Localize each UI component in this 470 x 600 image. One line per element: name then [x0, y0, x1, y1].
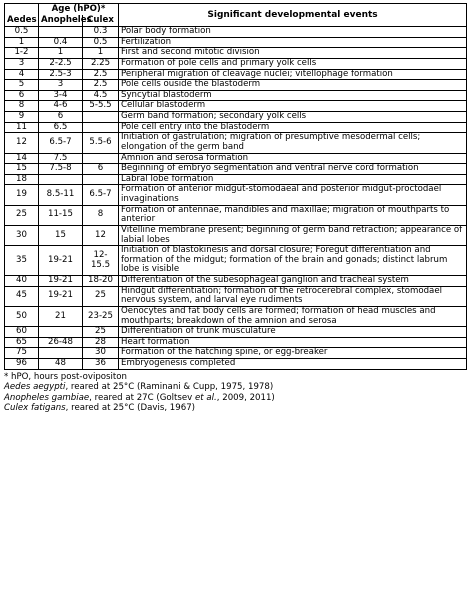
table-row — [5, 337, 467, 348]
cell-aedes: 6 — [5, 90, 39, 101]
note-culex — [4, 403, 466, 413]
cell-aedes: 14 — [5, 153, 39, 164]
cell-event: Polar body formation — [119, 27, 467, 38]
table-row — [5, 246, 467, 276]
cell-aedes: 45 — [5, 286, 39, 306]
cell-event: Differentiation of the subesophageal ganglion and tracheal system — [119, 276, 467, 287]
cell-event: Hindgut differentiation; formation of the retrocerebral complex, stomodael nervous system, and larval eye rudiments — [119, 286, 467, 306]
cell-anopheles: 8.5-11 — [39, 185, 83, 205]
cell-aedes: 3 — [5, 58, 39, 69]
table-row — [5, 225, 467, 245]
cell-event: Formation of antennae, mandibles and maxillae; migration of mouthparts to anterior — [119, 205, 467, 225]
note-aedes — [4, 382, 466, 392]
table-body — [5, 27, 467, 370]
developmental-events-table — [4, 3, 467, 370]
cell-anopheles: 2-2.5 — [39, 58, 83, 69]
cell-event: Formation of pole cells and primary yolk cells — [119, 58, 467, 69]
table-row — [5, 133, 467, 153]
cell-event: Embryogenesis completed — [119, 359, 467, 370]
cell-event: Pole cells ouside the blastoderm — [119, 80, 467, 91]
cell-culex: 36 — [83, 359, 119, 370]
cell-culex: 8 — [83, 205, 119, 225]
cell-anopheles: 3-4 — [39, 90, 83, 101]
cell-event: Differentiation of trunk musculature — [119, 327, 467, 338]
cell-aedes: 30 — [5, 225, 39, 245]
cell-aedes: 15 — [5, 164, 39, 175]
cell-aedes: 19 — [5, 185, 39, 205]
cell-aedes: 60 — [5, 327, 39, 338]
cell-aedes: 5 — [5, 80, 39, 91]
cell-anopheles: 6.5 — [39, 122, 83, 133]
cell-anopheles: 2.5-3 — [39, 69, 83, 80]
cell-culex — [83, 153, 119, 164]
note-anopheles-etal: et al. — [194, 392, 217, 403]
table-row — [5, 80, 467, 91]
table-row — [5, 348, 467, 359]
cell-culex: 12 — [83, 225, 119, 245]
cell-aedes: 65 — [5, 337, 39, 348]
cell-aedes: 50 — [5, 306, 39, 326]
cell-event: Germ band formation; secondary yolk cells — [119, 112, 467, 123]
cell-culex: 2.25 — [83, 58, 119, 69]
cell-culex — [83, 112, 119, 123]
cell-culex: 25 — [83, 327, 119, 338]
table-row — [5, 101, 467, 112]
cell-event: Pole cell entry into the blastoderm — [119, 122, 467, 133]
table-row — [5, 48, 467, 59]
note-culex-text: , reared at 25°C (Davis, 1967) — [65, 403, 196, 414]
cell-anopheles: 11-15 — [39, 205, 83, 225]
cell-culex: 0.3 — [83, 27, 119, 38]
note-aedes-species: Aedes aegypti — [4, 382, 66, 393]
aedes-header-cell — [5, 4, 39, 16]
cell-anopheles: 0.4 — [39, 37, 83, 48]
cell-anopheles: 1 — [39, 48, 83, 59]
cell-aedes: 12 — [5, 133, 39, 153]
note-aedes-text: , reared at 25°C (Raminani & Cupp, 1975, 1978) — [65, 382, 274, 393]
cell-anopheles — [39, 327, 83, 338]
cell-event: Fertilization — [119, 37, 467, 48]
cell-event: Syncytial blastoderm — [119, 90, 467, 101]
anopheles-header: Anopheles — [39, 15, 83, 27]
cell-culex — [83, 122, 119, 133]
cell-culex: 4.5 — [83, 90, 119, 101]
cell-aedes: 4 — [5, 69, 39, 80]
table-row — [5, 174, 467, 185]
table-row — [5, 185, 467, 205]
cell-culex — [83, 174, 119, 185]
cell-anopheles: 6.5-7 — [39, 133, 83, 153]
note-anopheles-species: Anopheles gambiae — [4, 392, 90, 403]
cell-event: Initiation of gastrulation; migration of presumptive mesodermal cells; elongation of the germ band — [119, 133, 467, 153]
cell-event: Heart formation — [119, 337, 467, 348]
cell-culex: 6.5-7 — [83, 185, 119, 205]
note-anopheles-text-b: , 2009, 2011) — [216, 392, 275, 403]
cell-culex: 5-5.5 — [83, 101, 119, 112]
cell-anopheles: 7.5-8 — [39, 164, 83, 175]
cell-event: First and second mitotic division — [119, 48, 467, 59]
events-header: Significant developmental events — [119, 4, 467, 27]
note-culex-species: Culex fatigans — [4, 403, 66, 414]
cell-culex: 25 — [83, 286, 119, 306]
age-group-header: Age (hPO)* — [39, 4, 119, 16]
cell-event: Cellular blastoderm — [119, 101, 467, 112]
cell-aedes: 9 — [5, 112, 39, 123]
cell-anopheles: 15 — [39, 225, 83, 245]
cell-culex: 28 — [83, 337, 119, 348]
aedes-header: Aedes — [5, 15, 39, 27]
cell-event: Peripheral migration of cleavage nuclei; vitellophage formation — [119, 69, 467, 80]
cell-event: Formation of the hatching spine, or egg-breaker — [119, 348, 467, 359]
cell-anopheles: 26-48 — [39, 337, 83, 348]
table-row — [5, 122, 467, 133]
table-notes — [4, 372, 466, 414]
culex-header: Culex — [83, 15, 119, 27]
cell-anopheles: 21 — [39, 306, 83, 326]
cell-aedes: 1-2 — [5, 48, 39, 59]
cell-anopheles: 7.5 — [39, 153, 83, 164]
table-row — [5, 90, 467, 101]
cell-anopheles — [39, 27, 83, 38]
cell-culex: 23-25 — [83, 306, 119, 326]
cell-aedes: 18 — [5, 174, 39, 185]
table-row — [5, 306, 467, 326]
table-row — [5, 276, 467, 287]
cell-aedes: 35 — [5, 246, 39, 276]
cell-event: Oenocytes and fat body cells are formed; formation of head muscles and mouthparts; breakdown of the amnion and serosa — [119, 306, 467, 326]
cell-anopheles: 48 — [39, 359, 83, 370]
cell-aedes: 40 — [5, 276, 39, 287]
cell-aedes: 25 — [5, 205, 39, 225]
cell-anopheles: 4-6 — [39, 101, 83, 112]
cell-culex: 2.5 — [83, 80, 119, 91]
cell-culex: 18-20 — [83, 276, 119, 287]
table-row — [5, 327, 467, 338]
cell-culex: 6 — [83, 164, 119, 175]
cell-event: Labral lobe formation — [119, 174, 467, 185]
cell-culex: 30 — [83, 348, 119, 359]
cell-aedes: 11 — [5, 122, 39, 133]
table-row — [5, 112, 467, 123]
cell-aedes: 0.5 — [5, 27, 39, 38]
cell-culex: 1 — [83, 48, 119, 59]
cell-anopheles — [39, 174, 83, 185]
note-anopheles-text-a: , reared at 27C (Goltsev — [89, 392, 195, 403]
header-row-top — [5, 4, 467, 16]
cell-culex: 0.5 — [83, 37, 119, 48]
cell-anopheles: 19-21 — [39, 276, 83, 287]
table-row — [5, 58, 467, 69]
table-row — [5, 69, 467, 80]
table-row — [5, 27, 467, 38]
cell-event: Beginning of embryo segmentation and ventral nerve cord formation — [119, 164, 467, 175]
cell-anopheles: 19-21 — [39, 286, 83, 306]
cell-event: Formation of anterior midgut-stomodaeal and posterior midgut-proctodael invaginations — [119, 185, 467, 205]
cell-anopheles: 3 — [39, 80, 83, 91]
cell-anopheles: 6 — [39, 112, 83, 123]
cell-culex: 5.5-6 — [83, 133, 119, 153]
table-row — [5, 153, 467, 164]
cell-anopheles: 19-21 — [39, 246, 83, 276]
note-hpo: * hPO, hours post-ovipositon — [4, 371, 127, 382]
cell-culex: 2.5 — [83, 69, 119, 80]
cell-aedes: 1 — [5, 37, 39, 48]
cell-event: Initiation of blastokinesis and dorsal closure; Foregut differentiation and formation of the midgut; formation of the brain and gonads; distinct labrum lobe is visible — [119, 246, 467, 276]
cell-anopheles — [39, 348, 83, 359]
table-row — [5, 164, 467, 175]
table-row — [5, 37, 467, 48]
cell-aedes: 8 — [5, 101, 39, 112]
cell-aedes: 96 — [5, 359, 39, 370]
cell-aedes: 75 — [5, 348, 39, 359]
table-row — [5, 286, 467, 306]
table-row — [5, 205, 467, 225]
cell-event: Amnion and serosa formation — [119, 153, 467, 164]
table-row — [5, 359, 467, 370]
note-anopheles — [4, 393, 466, 403]
cell-event: Vitelline membrane present; beginning of germ band retraction; appearance of labial lobes — [119, 225, 467, 245]
cell-culex: 12-15.5 — [83, 246, 119, 276]
